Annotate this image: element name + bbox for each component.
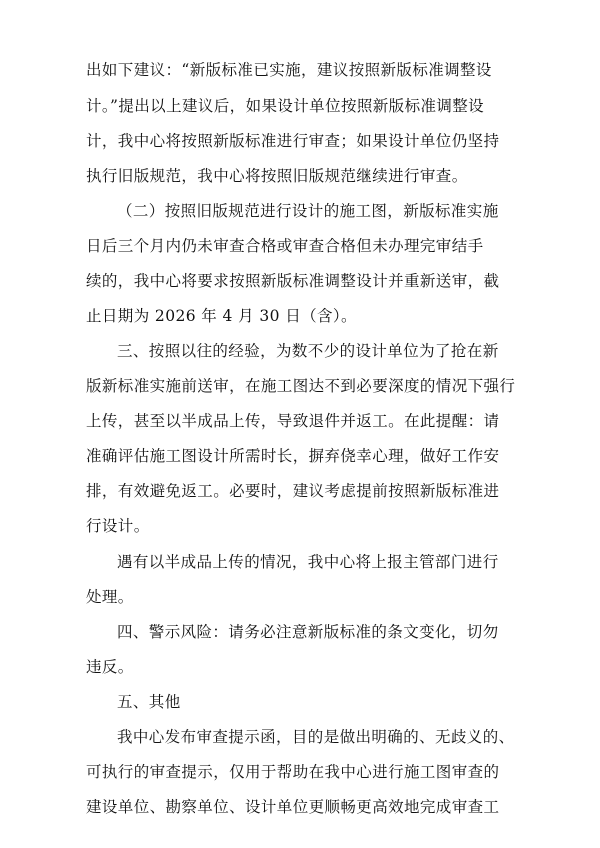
text-line: 准确评估施工图设计所需时长，摒弃侥幸心理，做好工作安 bbox=[86, 447, 500, 465]
paragraph-start: 我中心发布审查提示函，目的是做出明确的、无歧义的、 bbox=[117, 728, 515, 746]
text-line: 止日期为 2026 年 4 月 30 日（含）。 bbox=[86, 307, 357, 325]
text-line: 上传，甚至以半成品上传，导致退件并返工。在此提醒：请 bbox=[86, 412, 500, 430]
text-line: 违反。 bbox=[86, 658, 134, 676]
text-line: 续的，我中心将要求按照新版标准调整设计并重新送审，截 bbox=[86, 272, 500, 290]
paragraph-start: （二）按照旧版规范进行设计的施工图，新版标准实施 bbox=[117, 202, 499, 220]
text-line: 行设计。 bbox=[86, 517, 150, 535]
text-line: 计。”提出以上建议后，如果设计单位按照新版标准调整设 bbox=[86, 97, 485, 115]
text-line: 出如下建议：“新版标准已实施，建议按照新版标准调整设 bbox=[86, 61, 492, 79]
text-line: 版新标准实施前送审，在施工图达不到必要深度的情况下强行 bbox=[86, 377, 516, 395]
text-line: 排，有效避免返工。必要时，建议考虑提前按照新版标准进 bbox=[86, 482, 500, 500]
text-line: 处理。 bbox=[86, 588, 134, 606]
text-line: 建设单位、勘察单位、设计单位更顺畅更高效地完成审查工 bbox=[86, 798, 500, 816]
text-line: 计，我中心将按照新版标准进行审查；如果设计单位仍坚持 bbox=[86, 132, 500, 150]
text-line: 可执行的审查提示，仅用于帮助在我中心进行施工图审查的 bbox=[86, 763, 500, 781]
text-line: 执行旧版规范，我中心将按照旧版规范继续进行审查。 bbox=[86, 167, 468, 185]
section-heading: 五、其他 bbox=[117, 693, 181, 711]
text-line: 日后三个月内仍未审查合格或审查合格但未办理完审结手 bbox=[86, 237, 484, 255]
paragraph-start: 三、按照以往的经验，为数不少的设计单位为了抢在新 bbox=[117, 342, 499, 360]
paragraph-start: 遇有以半成品上传的情况，我中心将上报主管部门进行 bbox=[117, 553, 499, 571]
paragraph-start: 四、警示风险：请务必注意新版标准的条文变化，切勿 bbox=[117, 623, 499, 641]
